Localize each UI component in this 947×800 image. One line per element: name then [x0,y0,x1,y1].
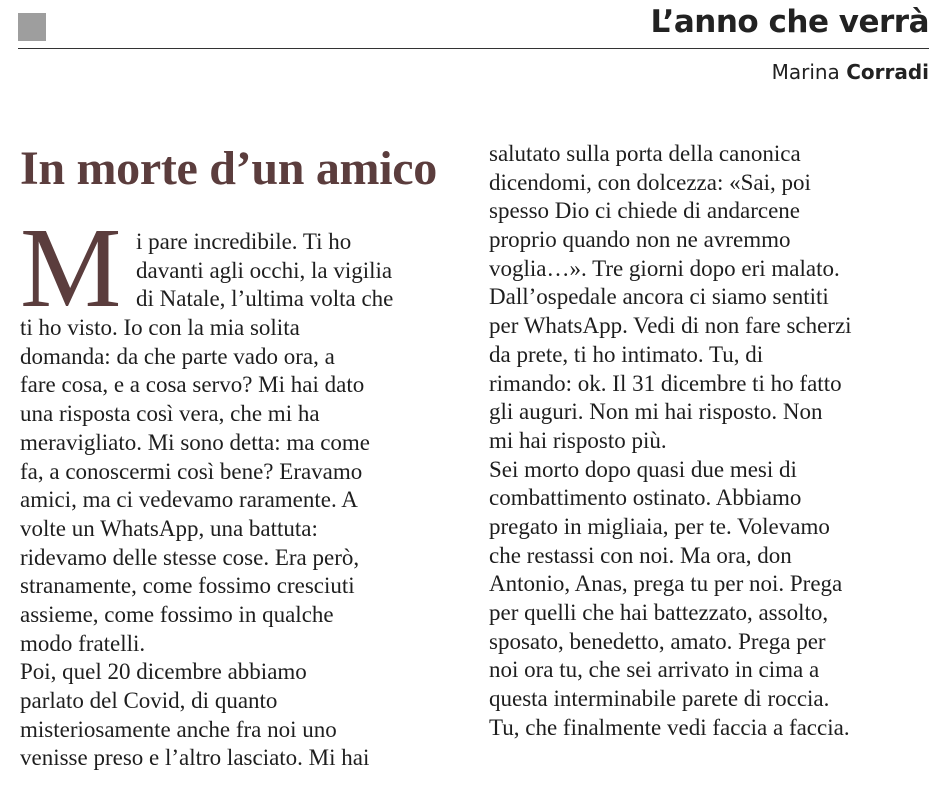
section-marker-square [18,13,46,41]
text-line: Antonio, Anas, prega tu per noi. Prega [489,571,843,597]
text-line: ridevamo delle stesse cose. Era però, [20,544,360,570]
article-column-left [20,228,455,773]
text-line: salutato sulla porta della canonica [489,141,801,166]
text-line: Dall’ospedale ancora ci siamo sentiti [489,284,829,310]
text-line: proprio quando non ne avremmo [489,227,791,253]
text-line: fare cosa, e a cosa servo? Mi hai dato [20,372,365,398]
text-line: per WhatsApp. Vedi di non fare scherzi [489,313,852,339]
text-line: ti ho visto. Io con la mia solita [20,315,300,341]
text-line: Sei morto dopo quasi due mesi di [489,456,797,482]
text-line: volte un WhatsApp, una battuta: [20,515,318,541]
text-line: per quelli che hai battezzato, assolto, [489,600,829,625]
text-line: Poi, quel 20 dicembre abbiamo [20,659,307,685]
author-last-name: Corradi [846,60,929,84]
text-line: modo fratelli. [20,630,146,656]
text-line: voglia…». Tre giorni dopo eri malato. [489,255,840,281]
text-line: che restassi con noi. Ma ora, don [489,542,792,568]
byline [772,60,929,84]
header-rule [18,48,929,49]
text-line: meravigliato. Mi sono detta: ma come [20,429,371,455]
text-line: mi hai risposto più. [489,427,667,453]
text-line: una risposta così vera, che mi ha [20,401,320,427]
text-line: assieme, come fossimo in qualche [20,601,334,627]
text-line: questa interminabile parete di roccia. [489,686,830,712]
text-line: stranamente, come fossimo cresciuti [20,573,355,599]
text-line: domanda: da che parte vado ora, a [20,343,335,369]
text-line: Tu, che finalmente vedi faccia a faccia. [489,714,850,740]
text-line: spesso Dio ci chiede di andarcene [489,198,801,224]
text-line: noi ora tu, che sei arrivato in cima a [489,657,820,683]
text-line: davanti agli occhi, la vigilia [136,257,393,283]
text-line: fa, a conoscermi così bene? Eravamo [20,458,363,484]
drop-cap: M [20,204,122,331]
author-first-name: Marina [771,60,840,84]
column-rubric: L’anno che verrà [650,4,929,40]
text-line: parlato del Covid, di quanto [20,688,278,713]
text-line: di Natale, l’ultima volta che [136,286,394,312]
text-line: combattimento ostinato. Abbiamo [489,485,802,511]
text-line: da prete, ti ho intimato. Tu, di [489,341,764,367]
text-line: venisse preso e l’altro lasciato. Mi hai [20,745,370,771]
text-line: gli auguri. Non mi hai risposto. Non [489,399,823,425]
text-line: dicendomi, con dolcezza: «Sai, poi [489,169,811,195]
article-column-right [489,140,929,742]
text-line: rimando: ok. Il 31 dicembre ti ho fatto [489,370,842,396]
text-line: i pare incredibile. Ti ho [136,229,352,254]
text-line: amici, ma ci vedevamo raramente. A [20,487,358,513]
text-line: misteriosamente anche fra noi uno [20,716,337,742]
article-title: In morte d’un amico [20,142,437,195]
text-line: pregato in migliaia, per te. Volevamo [489,513,830,539]
text-line: sposato, benedetto, amato. Prega per [489,628,826,654]
